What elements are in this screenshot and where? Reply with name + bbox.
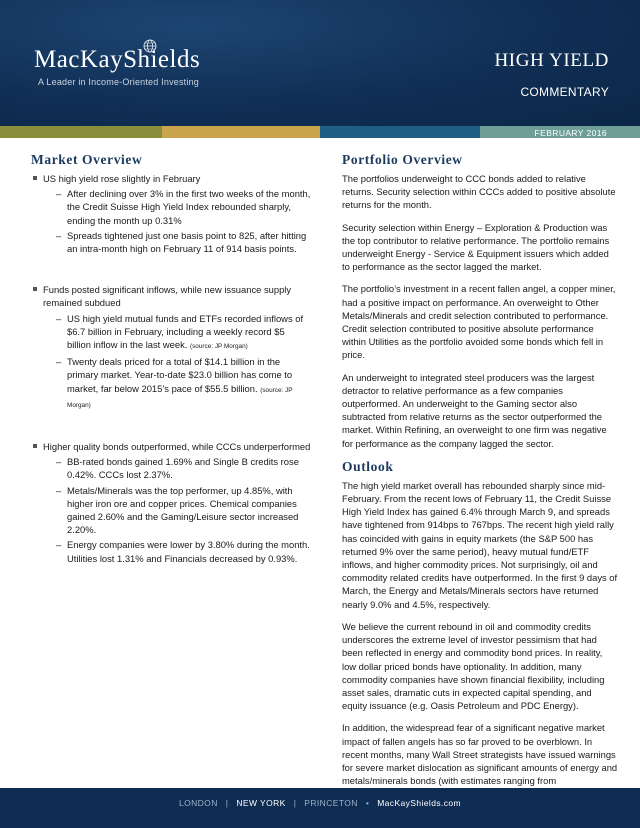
dash-icon: –	[56, 229, 62, 241]
sub-bullet-text: BB-rated bonds gained 1.69% and Single B credits rose 0.42%. CCCs lost 2.37%.	[67, 456, 299, 481]
bullet-text: Higher quality bonds outperformed, while CCCs underperformed	[43, 441, 311, 453]
portfolio-column	[342, 152, 619, 796]
header-banner	[0, 0, 640, 126]
dash-icon: –	[56, 312, 62, 324]
sub-bullet-text: Spreads tightened just one basis point to 825, after hitting an intra-month high on February 11 of 914 basis points.	[67, 229, 307, 255]
footer-location-newyork: NEW YORK	[236, 798, 286, 808]
logo-part-2: Shields	[123, 46, 201, 73]
sub-bullet-item	[43, 355, 311, 412]
bullet-text: US high yield rose slightly in February	[43, 173, 201, 184]
portfolio-paragraph: Security selection within Energy – Exploration & Production was the top contributor to relative performance. The portfolio remains underweight Energy - Service & Equipment issuers which added to performance as the sector lagged the market.	[342, 221, 610, 273]
portfolio-paragraph: The portfolio’s investment in a recent fallen angel, a copper miner, had a positive impact on performance. An overweight to Other Metals/Minerals and credit selection contributed to performance. Credit selection contributed to positive absolute performance within Utilities as the portfolio avoided some bonds which fell in price.	[342, 283, 616, 361]
company-logo[interactable]	[34, 46, 200, 87]
footer-bar	[0, 788, 640, 828]
dash-icon: –	[56, 456, 62, 468]
portfolio-paragraph: An underweight to integrated steel producers was the largest detractor to relative performance as a few companies outperformed. An underweight to the Gaming sector also subtracted from relative returns as the sector outperformed the market. Within Refining, an overweight to one firm was negative for performance as the company lagged the sector.	[342, 371, 607, 449]
footer-location-london: LONDON	[178, 798, 218, 808]
logo-part-1: MacKay	[34, 46, 124, 73]
sub-bullet-item	[43, 187, 311, 227]
stripe-gold	[162, 126, 320, 138]
market-overview-column	[31, 152, 311, 567]
dash-icon: –	[56, 188, 62, 200]
outlook-paragraph: We believe the current rebound in oil and commodity credits underscores the extreme level of investor pessimism that had been reflected in energy and commodity bond prices. In reality, low dollar priced bonds have optionality. In addition, many commodity companies have shown financial flexibility, including asset sales, dramatic cuts in expected capital spending, and equity issuance (e.g. Oasis Petroleum and PDC Energy).	[342, 620, 605, 712]
stripe-blue	[320, 126, 480, 138]
outlook-paragraph: In addition, the widespread fear of a significant negative market impact of fallen angels has so far proved to be overblown. In recent months, many Wall Street strategists have issued warnings for severe market dislocation as significant amounts of energy and metals/minerals bonds (with estimates ranging from	[342, 722, 618, 787]
source-note: (source: JP Morgan)	[67, 386, 293, 409]
dash-icon: –	[56, 484, 62, 496]
sub-bullet-item	[43, 484, 311, 537]
logo-tagline: A Leader in Income-Oriented Investing	[38, 77, 199, 87]
bullet-square-icon	[33, 176, 37, 180]
sub-bullet-text: Twenty deals priced for a total of $14.1 billion in the primary market. Year-to-date $23.0 billion has come to market, far below 2015’s pace of $55.5 billion.	[67, 356, 293, 394]
bullet-item	[31, 172, 311, 255]
source-note: (source: JP Morgan)	[189, 343, 248, 351]
sub-bullet-item	[43, 538, 311, 564]
sub-bullet-item	[43, 312, 311, 354]
portfolio-overview-heading: Portfolio Overview	[342, 152, 463, 167]
sub-bullet-text: After declining over 3% in the first two weeks of the month, the Credit Suisse High Yield Index rebounded sharply, ending the month up 0.31%	[67, 188, 311, 226]
bullet-item	[31, 283, 311, 412]
outlook-paragraph: The high yield market overall has rebounded sharply since mid-February. From the recent lows of February 11, the Credit Suisse High Yield Index has gained 6.4% through March 9, and spreads have tightened from 914bps to 767bps. The recent high yield rally has coincided with gains in equity markets (the S&P 500 has returned 9% over the same period), heavy mutual fund/ETF inflows, and higher commodity prices. Not surprisingly, oil and commodity related credits have outperformed. In the first 9 days of March, the Energy and Metals/Minerals sectors have returned nearly 9.0% and 4.5%, respectively.	[342, 479, 618, 610]
bullet-square-icon	[33, 287, 37, 291]
dash-icon: –	[56, 356, 62, 368]
report-title: HIGH YIELD	[494, 50, 609, 71]
outlook-heading: Outlook	[342, 458, 394, 474]
sub-bullet-text: Metals/Minerals was the top performer, up 4.85%, with higher iron ore and copper prices. Chemical companies gained 2.60% and the Gaming/Leisure sector increased 2.20%.	[67, 484, 299, 536]
stripe-olive	[0, 126, 162, 138]
footer-separator: |	[225, 798, 229, 808]
footer-separator: |	[293, 798, 297, 808]
bullet-square-icon	[33, 444, 37, 448]
footer-website-link[interactable]: MacKayShields.com	[377, 798, 462, 808]
footer-locations	[0, 798, 640, 808]
report-subtitle: COMMENTARY	[520, 85, 609, 99]
sub-bullet-text: Energy companies were lower by 3.80% during the month. Utilities lost 1.31% and Financials decreased by 0.93%.	[67, 539, 310, 564]
sub-bullet-text: US high yield mutual funds and ETFs recorded inflows of $6.7 billion in February, including a weekly record $5 billion inflow in the last week.	[67, 312, 304, 351]
sub-bullet-item	[43, 455, 311, 481]
portfolio-paragraph: The portfolios underweight to CCC bonds added to relative returns. Security selection within CCCs added to positive absolute returns for the month.	[342, 173, 616, 211]
sub-bullet-item	[43, 229, 311, 255]
footer-bullet-icon: •	[365, 798, 370, 808]
bullet-item	[31, 440, 311, 565]
bullet-text: Funds posted significant inflows, while new issuance supply remained subdued	[43, 284, 292, 309]
logo-wordmark	[34, 46, 200, 74]
footer-location-princeton: PRINCETON	[304, 798, 358, 808]
market-overview-heading: Market Overview	[31, 152, 143, 167]
dash-icon: –	[56, 539, 62, 551]
report-date: FEBRUARY 2016	[534, 128, 607, 138]
